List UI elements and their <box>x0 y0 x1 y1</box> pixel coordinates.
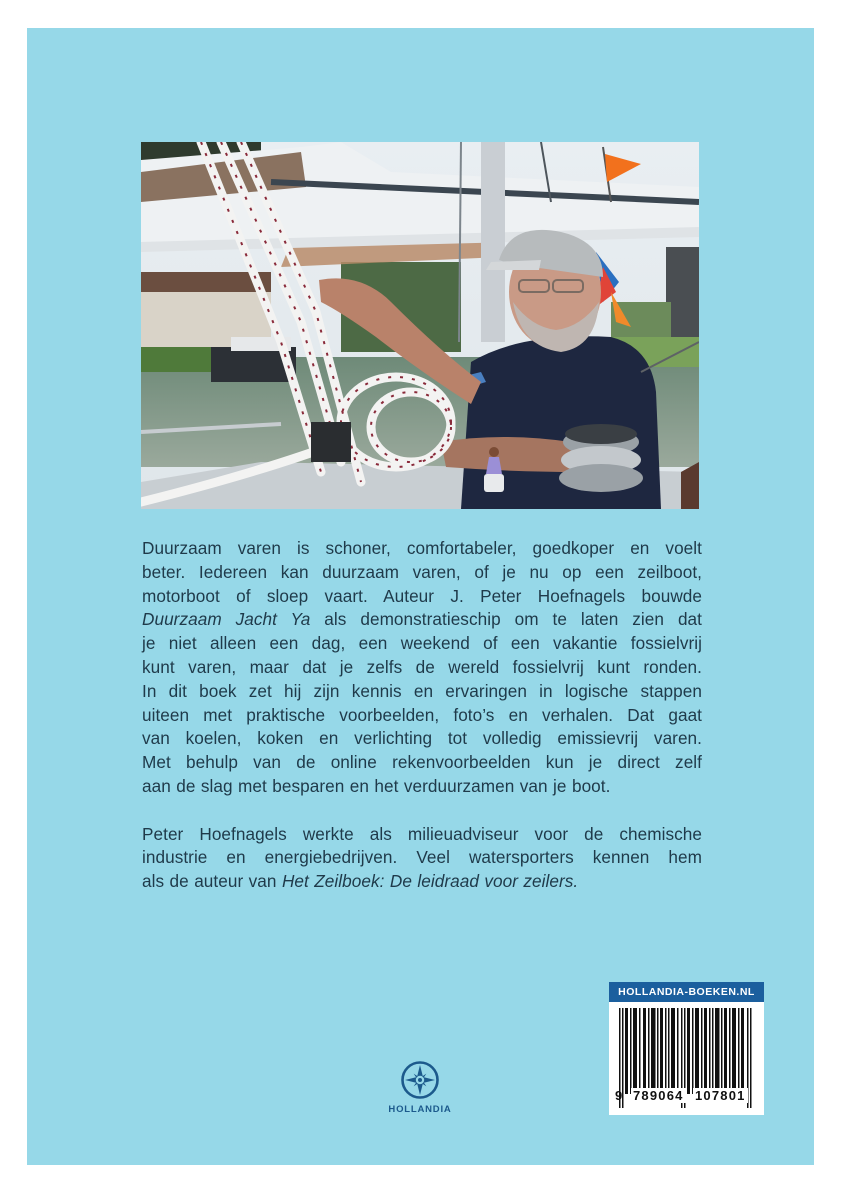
text-line: Duurzaam varen is schoner, comfortabeler, goedkoper en voelt <box>142 538 702 558</box>
text-line: industrie en energiebedrijven. Veel watersporters kennen hem <box>142 847 702 868</box>
author-bio-paragraph <box>142 823 702 894</box>
text-line: Peter Hoefnagels werkte als milieuadviseur voor de chemische <box>142 823 702 844</box>
text-line <box>142 608 702 632</box>
text-line: van koelen, koken en verlichting tot volledig emissievrij varen. <box>142 728 702 749</box>
ship-name: Duurzaam Jacht Ya <box>142 609 311 630</box>
isbn-left-group: 789064 <box>633 1088 684 1103</box>
text-line: In dit boek zet hij zijn kennis en ervaringen in logische stappen <box>142 680 702 701</box>
isbn-barcode <box>609 982 764 1115</box>
text-line: je niet alleen een dag, een weekend of een vakantie fossielvrij <box>142 633 702 654</box>
photo-image <box>141 142 699 509</box>
text-fragment: als de auteur van <box>142 871 282 892</box>
text-line: beter. Iedereen kan duurzaam varen, of je nu op een zeilboot, <box>142 561 702 582</box>
publisher-name: HOLLANDIA <box>388 1104 452 1115</box>
isbn-right-group: 107801 <box>695 1088 746 1103</box>
isbn-prefix-digit: 9 <box>615 1088 624 1103</box>
text-line: Met behulp van de online rekenvoorbeelden kun je direct zelf <box>142 752 702 773</box>
text-line: motorboot of sloep vaart. Auteur J. Peter Hoefnagels bouwde <box>142 585 702 606</box>
description-paragraph <box>142 537 702 799</box>
publisher-logo <box>388 1060 452 1120</box>
compass-rose-icon <box>400 1060 440 1100</box>
text-line <box>142 870 702 894</box>
publisher-website: HOLLANDIA-BOEKEN.NL <box>609 982 764 1002</box>
text-line: kunt varen, maar dat je zelfs de wereld fossielvrij kunt ronden. <box>142 656 702 677</box>
book-title-reference: Het Zeilboek: De leidraad voor zeilers. <box>281 871 579 892</box>
text-line: uiteen met praktische voorbeelden, foto’s en verhalen. Dat gaat <box>142 704 702 725</box>
author-photo <box>141 142 699 509</box>
text-line: aan de slag met besparen en het verduurzamen van je boot. <box>142 775 611 796</box>
book-description <box>142 537 702 894</box>
text-fragment: als demonstratieschip om te laten zien dat <box>310 609 702 630</box>
